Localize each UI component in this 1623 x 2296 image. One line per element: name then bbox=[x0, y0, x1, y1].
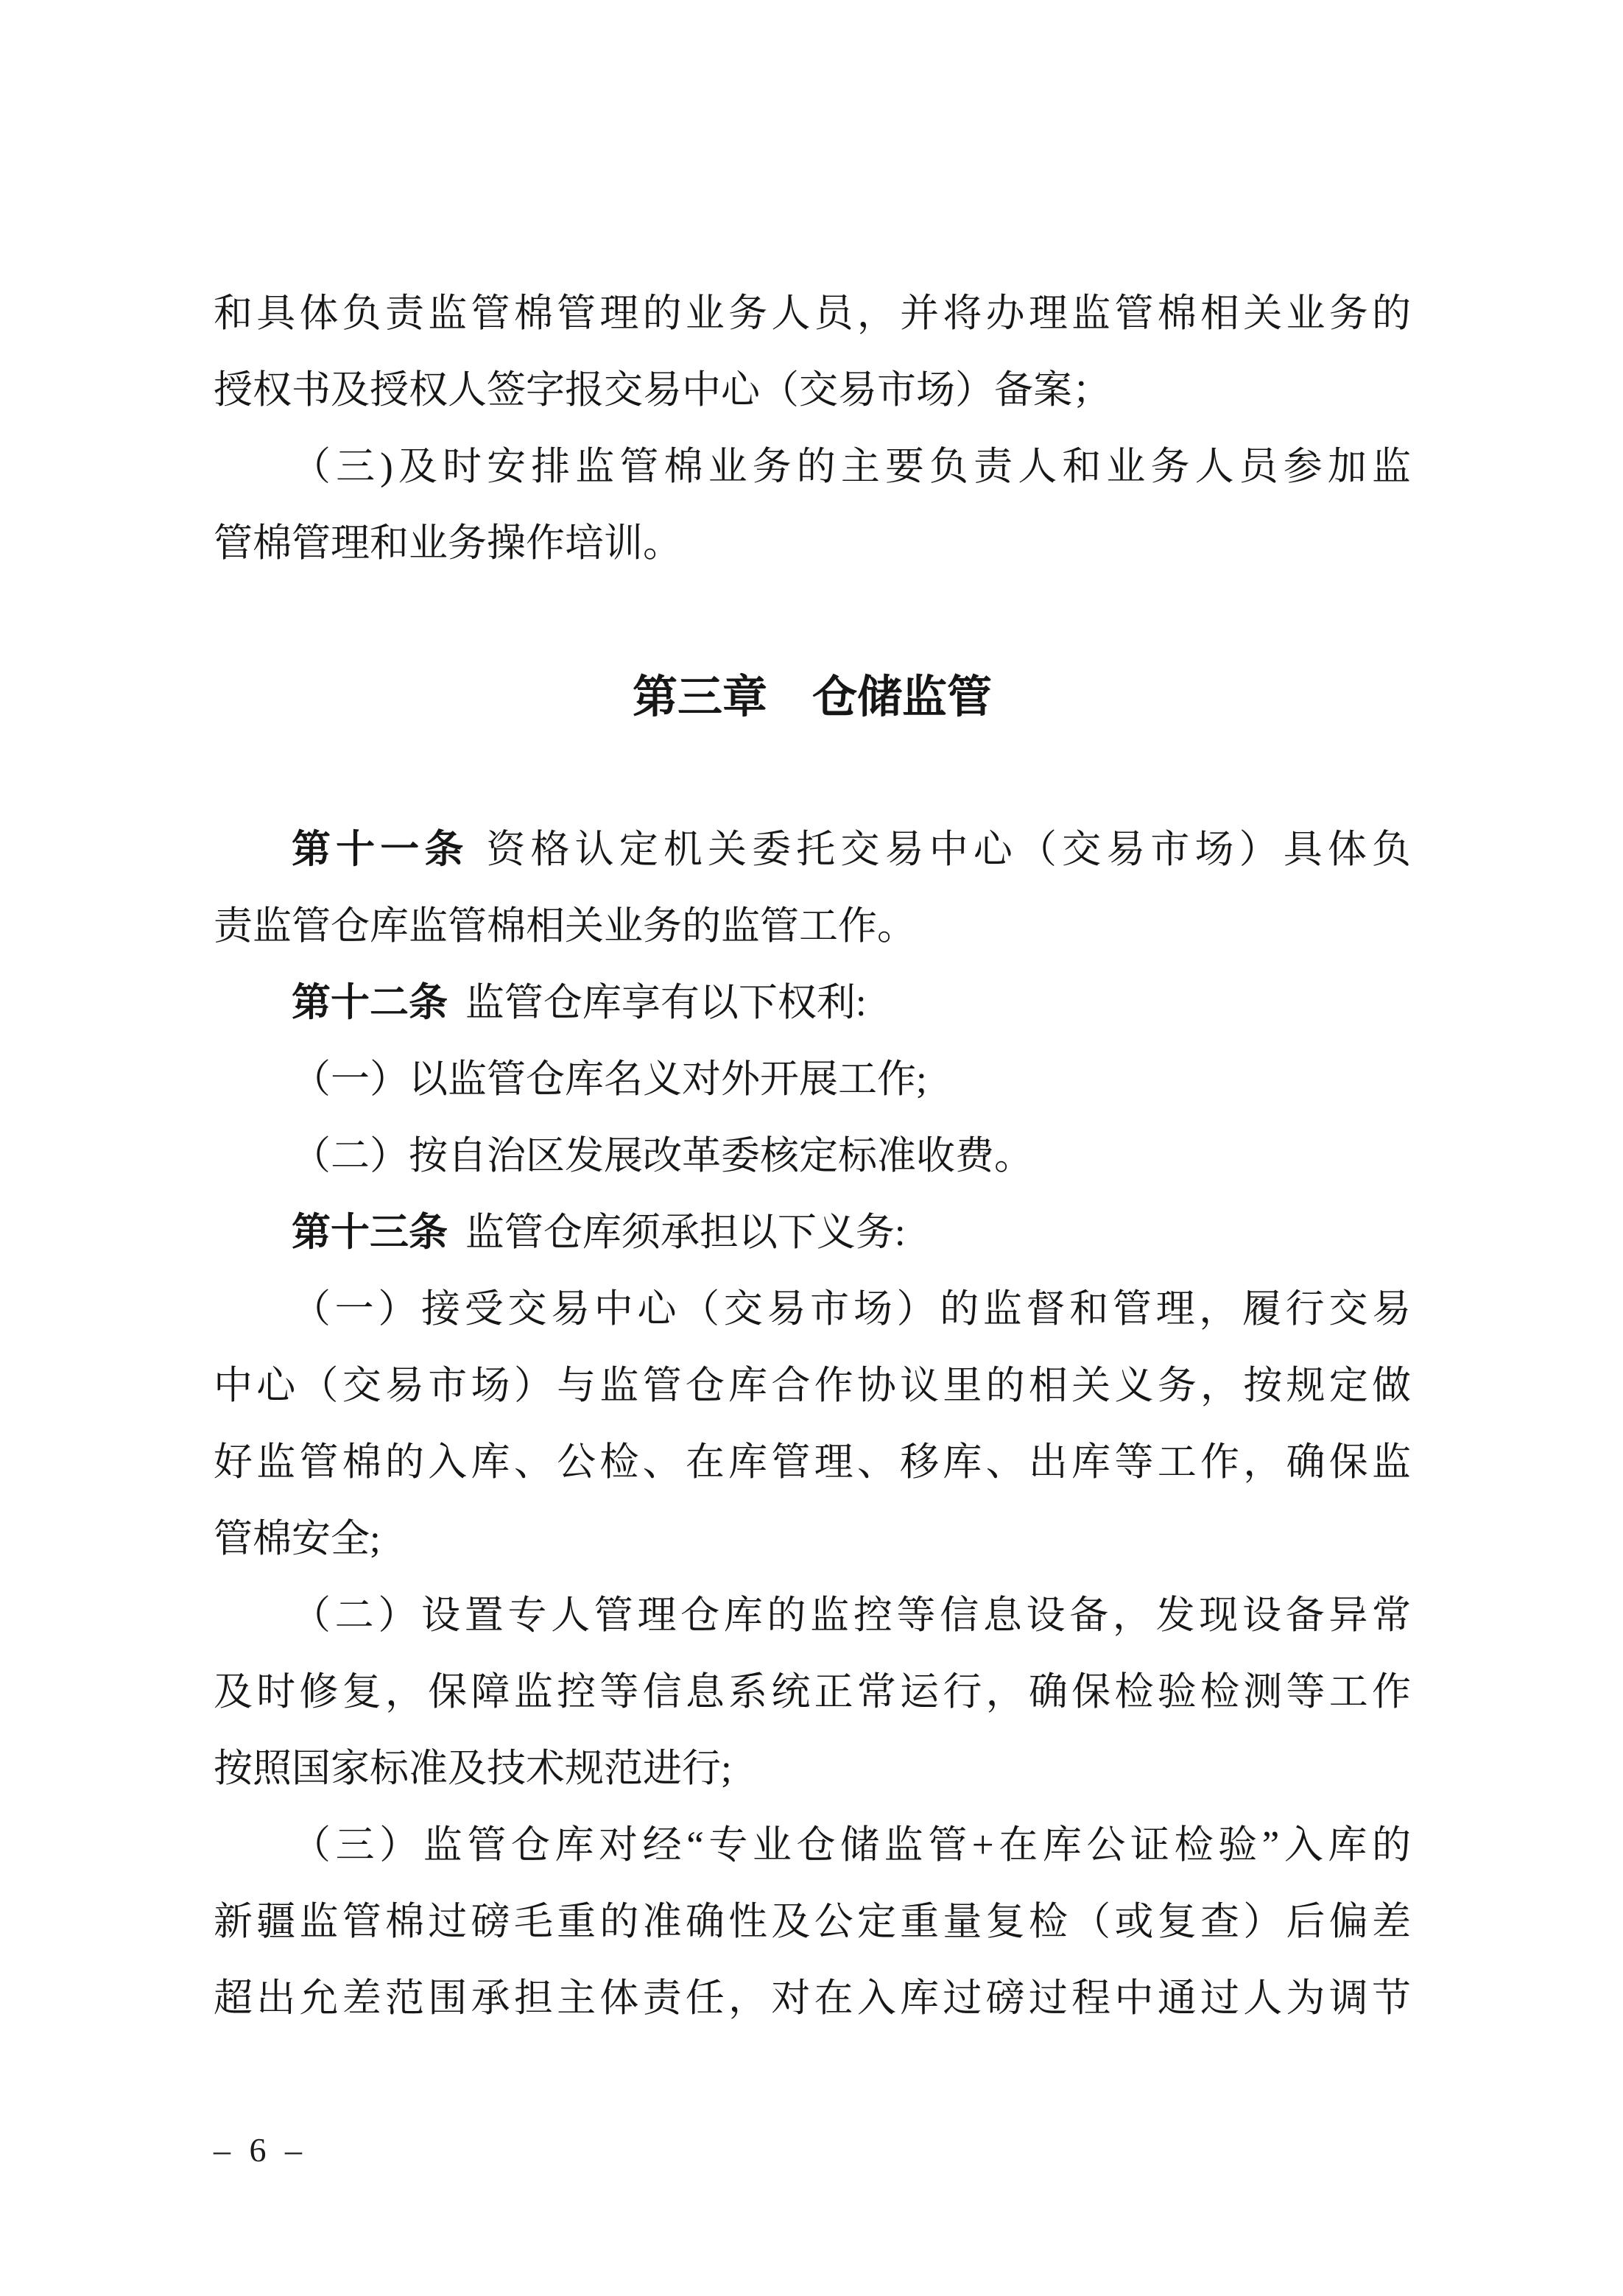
line-text: 管棉安全; bbox=[214, 1518, 381, 1560]
text-line bbox=[214, 1424, 1411, 1501]
article-number: 第十二条 bbox=[292, 981, 448, 1024]
text-line bbox=[214, 1501, 1411, 1577]
line-text: 监管仓库须承担以下义务: bbox=[465, 1211, 906, 1254]
text-line bbox=[214, 505, 1411, 582]
text-line bbox=[214, 1807, 1411, 1884]
line-text: 责监管仓库监管棉相关业务的监管工作。 bbox=[214, 905, 916, 948]
blank-line bbox=[214, 735, 1411, 811]
line-text: 超出允差范围承担主体责任，对在入库过磅过程中通过人为调节 bbox=[214, 1977, 1411, 2020]
line-text: 授权书及授权人签字报交易中心（交易市场）备案； bbox=[214, 369, 1111, 412]
line-text: （三）监管仓库对经“专业仓储监管+在库公证检验”入库的 bbox=[292, 1824, 1411, 1867]
line-text: 管棉管理和业务操作培训。 bbox=[214, 522, 682, 565]
text-line bbox=[214, 811, 1411, 888]
line-text: 第三章 仓储监管 bbox=[632, 672, 992, 722]
text-line bbox=[214, 1041, 1411, 1118]
line-text: （一）以监管仓库名义对外开展工作; bbox=[292, 1058, 927, 1101]
text-line bbox=[214, 1194, 1411, 1271]
line-text: 中心（交易市场）与监管仓库合作协议里的相关义务，按规定做 bbox=[214, 1364, 1411, 1407]
line-text: （二）按自治区发展改革委核定标准收费。 bbox=[292, 1135, 1033, 1177]
article-number: 第十一条 bbox=[292, 828, 469, 871]
document-body bbox=[214, 275, 1411, 2037]
line-text: 按照国家标准及技术规范进行; bbox=[214, 1747, 732, 1790]
chapter-heading-line bbox=[214, 658, 1411, 735]
text-line bbox=[214, 1348, 1411, 1424]
text-line bbox=[214, 352, 1411, 429]
line-text: 及时修复，保障监控等信息系统正常运行，确保检验检测等工作 bbox=[214, 1671, 1411, 1714]
text-line bbox=[214, 1577, 1411, 1654]
text-line bbox=[214, 1884, 1411, 1960]
page-number: – 6 – bbox=[214, 2131, 307, 2169]
text-line bbox=[214, 1271, 1411, 1348]
line-text: 和具体负责监管棉管理的业务人员，并将办理监管棉相关业务的 bbox=[214, 292, 1411, 335]
line-text: 资格认定机关委托交易中心（交易市场）具体负 bbox=[486, 828, 1412, 871]
line-text: 监管仓库享有以下权利: bbox=[465, 982, 867, 1024]
text-line bbox=[214, 1118, 1411, 1194]
line-text: （一）接受交易中心（交易市场）的监督和管理，履行交易 bbox=[292, 1288, 1411, 1331]
text-line bbox=[214, 1654, 1411, 1730]
line-text: 好监管棉的入库、公检、在库管理、移库、出库等工作，确保监 bbox=[214, 1441, 1411, 1484]
text-line bbox=[214, 1730, 1411, 1807]
article-number: 第十三条 bbox=[292, 1211, 448, 1254]
text-line bbox=[214, 888, 1411, 965]
blank-line bbox=[214, 582, 1411, 658]
line-text: 新疆监管棉过磅毛重的准确性及公定重量复检（或复查）后偏差 bbox=[214, 1901, 1411, 1943]
line-text: （三)及时安排监管棉业务的主要负责人和业务人员参加监 bbox=[292, 446, 1411, 488]
text-line bbox=[214, 965, 1411, 1041]
line-text: （二）设置专人管理仓库的监控等信息设备，发现设备异常 bbox=[292, 1594, 1411, 1637]
text-line bbox=[214, 1960, 1411, 2037]
text-line bbox=[214, 275, 1411, 352]
text-line bbox=[214, 429, 1411, 505]
